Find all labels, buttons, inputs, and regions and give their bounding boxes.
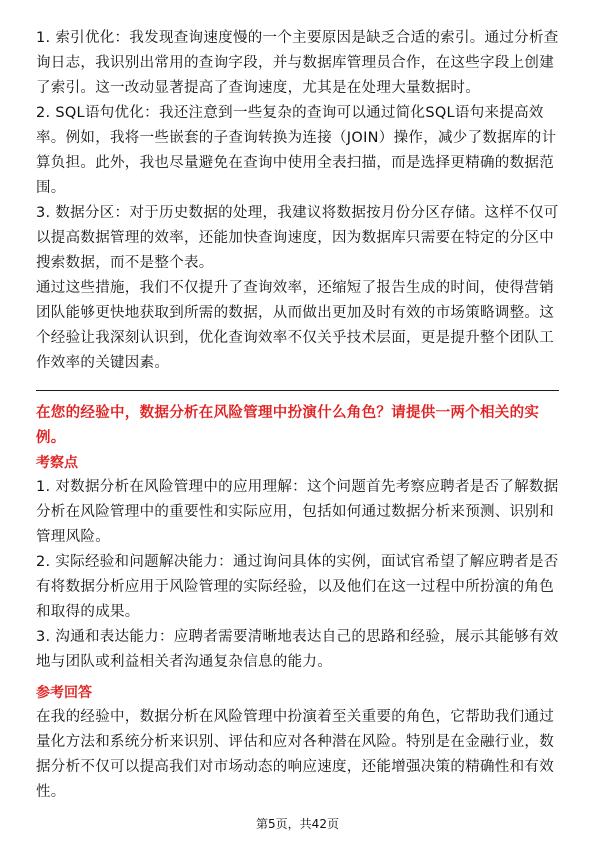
focus-item-2: 2. 实际经验和问题解决能力：通过询问具体的实例，面试官希望了解应聘者是否有将数据分析应用于风险管理的实际经验，以及他们在这一过程中所扮演的角色和取得的成果。 [36, 554, 559, 620]
sql-optimization-item: 2. SQL语句优化：我还注意到一些复杂的查询可以通过简化SQL语句来提高效率。例如，我将一些嵌套的子查询转换为连接（JOIN）操作，减少了数据库的计算负担。此外，我也尽量避免在查询中使用全表扫描，而是选择更精确的数据范围。 [36, 105, 557, 196]
focus-item-1: 1. 对数据分析在风险管理中的应用理解：这个问题首先考察应聘者是否了解数据分析在风险管理中的重要性和实际应用，包括如何通过数据分析来预测、识别和管理风险。 [36, 479, 559, 545]
page-content [36, 26, 559, 805]
focus-heading: 考察点 [36, 455, 78, 471]
question-title: 在您的经验中，数据分析在风险管理中扮演什么角色？请提供一两个相关的实例。 [36, 405, 540, 446]
data-partition-item: 3. 数据分区：对于历史数据的处理，我建议将数据按月份分区存储。这样不仅可以提高数据管理的效率，还能加快查询速度，因为数据库只需要在特定的分区中搜索数据，而不是整个表。 [36, 205, 559, 271]
summary-paragraph: 通过这些措施，我们不仅提升了查询效率，还缩短了报告生成的时间，使得营销团队能够更快地获取到所需的数据，从而做出更加及时有效的市场策略调整。这个经验让我深刻认识到，优化查询效率不仅关乎技术层面，更是提升整个团队工作效率的关键因素。 [36, 280, 554, 371]
answer-paragraph: 在我的经验中，数据分析在风险管理中扮演着至关重要的角色，它帮助我们通过量化方法和系统分析来识别、评估和应对各种潜在风险。特别是在金融行业，数据分析不仅可以提高我们对市场动态的响应速度，还能增强决策的精确性和有效性。 [36, 709, 554, 800]
focus-item-3: 3. 沟通和表达能力：应聘者需要清晰地表达自己的思路和经验，展示其能够有效地与团队或利益相关者沟通复杂信息的能力。 [36, 629, 559, 670]
section-divider [36, 390, 559, 391]
page-number: 第5页，共42页 [256, 817, 339, 831]
index-optimization-item: 1. 索引优化：我发现查询速度慢的一个主要原因是缺乏合适的索引。通过分析查询日志，我识别出常用的查询字段，并与数据库管理员合作，在这些字段上创建了索引。这一改动显著提高了查询速度，尤其是在处理大量数据时。 [36, 30, 559, 96]
answer-heading: 参考回答 [36, 685, 92, 701]
